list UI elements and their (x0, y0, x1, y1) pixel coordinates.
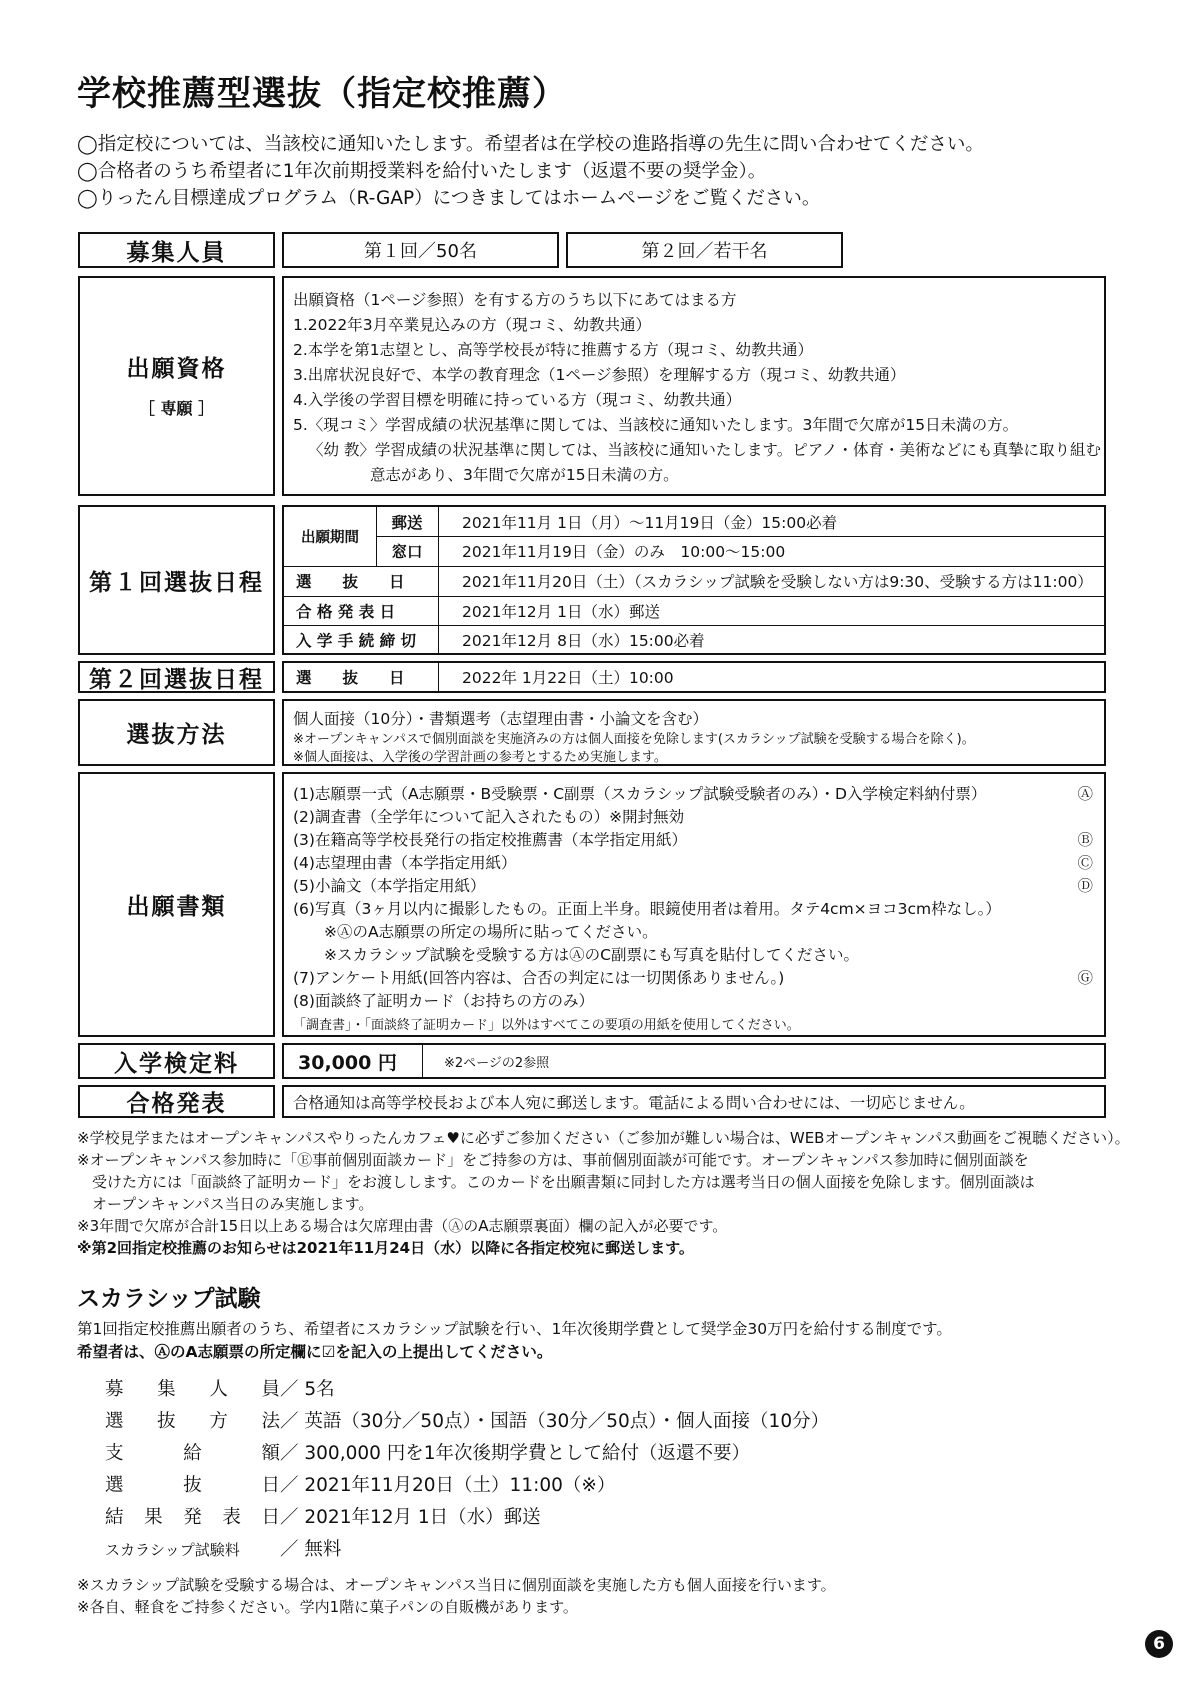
note-line: ※第2回指定校推薦のお知らせは2021年11月24日（水）以降に各指定校宛に郵送します。 (77, 1239, 694, 1257)
intro-line: ◯りったん目標達成プログラム（R-GAP）につきましてはホームページをご覧ください。 (77, 188, 821, 209)
recruit-round1: 第１回／50名 (282, 232, 559, 268)
scholarship-row: 募集人員／ 5名 (105, 1379, 335, 1400)
scholarship-note: ※各自、軽食をご持参ください。学内1階に菓子パンの自販機があります。 (77, 1598, 578, 1616)
method-content (282, 699, 1106, 766)
schedule2-label: 第２回選抜日程 (78, 661, 275, 693)
document-item: ※スカラシップ試験を受験する方はⒶのC副票にも写真を貼付してください。 (324, 946, 860, 964)
note-line: ※3年間で欠席が合計15日以上ある場合は欠席理由書（ⒶのA志願票裏面）欄の記入が必要です。 (77, 1217, 728, 1235)
note-line: ※オープンキャンパス参加時に「Ⓔ事前個別面談カード」をご持参の方は、事前個別面談が可能です。オープンキャンパス参加時に個別面談を (77, 1151, 1029, 1169)
eligibility-line: 出願資格（1ページ参照）を有する方のうち以下にあてはまる方 (293, 291, 737, 309)
exam-value: 2021年11月20日（土）（スカラシップ試験を受験しない方は9:30、受験する方は11:00） (462, 573, 1093, 591)
documents-footnote: 「調査書」・「面談終了証明カード」以外はすべてこの要項の用紙を使用してください。 (293, 1018, 800, 1033)
document-item: (1)志願票一式（A志願票・B受験票・C副票（スカラシップ試験受験者のみ）・D入学検定料納付票） Ⓐ (293, 782, 1093, 804)
document-item: (5)小論文（本学指定用紙） Ⓓ (293, 874, 1093, 896)
eligibility-content (282, 276, 1106, 496)
schedule2-table (282, 661, 1106, 693)
deadline-value: 2021年12月 8日（水）15:00必着 (462, 632, 705, 650)
window-label: 窓口 (391, 543, 423, 561)
scholarship-desc: 第1回指定校推薦出願者のうち、希望者にスカラシップ試験を行い、1年次後期学費として奨学金30万円を給付する制度です。 (77, 1320, 952, 1338)
eligibility-line: 4.入学後の学習目標を明確に持っている方（現コミ、幼教共通） (293, 391, 742, 409)
fee-content (282, 1043, 1106, 1079)
result-label: 合 格 発 表 日 (296, 602, 396, 621)
scholarship-fee-row: スカラシップ試験料 ／ 無料 (105, 1539, 342, 1560)
document-mark: Ⓓ (1077, 877, 1093, 895)
fee-value: 30,000 円 (298, 1051, 397, 1074)
announce-value: 合格通知は高等学校長および本人宛に郵送します。電話による問い合わせには、一切応じません。 (282, 1085, 1106, 1118)
documents-content (282, 772, 1106, 1037)
scholarship-heading: スカラシップ試験 (77, 1286, 261, 1312)
period-label: 出願期間 (301, 530, 359, 546)
scholarship-row: 支給額／ 300,000 円を1年次後期学費として給付（返還不要） (105, 1443, 751, 1464)
note-line: オープンキャンパス当日のみ実施します。 (77, 1195, 374, 1213)
eligibility-line: 2.本学を第1志望とし、高等学校長が特に推薦する方（現コミ、幼教共通） (293, 341, 814, 359)
exam-value: 2022年 1月22日（土）10:00 (462, 669, 674, 687)
fee-note: ※2ページの2参照 (444, 1055, 550, 1071)
document-mark: Ⓒ (1077, 854, 1093, 872)
method-line: 個人面接（10分）・書類選考（志望理由書・小論文を含む） (293, 710, 708, 728)
schedule1-label: 第１回選抜日程 (78, 505, 275, 655)
schedule1-table (282, 505, 1106, 655)
page-title: 学校推薦型選抜（指定校推薦） (77, 74, 567, 114)
intro-line: ◯合格者のうち希望者に1年次前期授業料を給付いたします（返還不要の奨学金）。 (77, 161, 767, 182)
document-item: (8)面談終了証明カード（お持ちの方のみ） (293, 992, 594, 1010)
method-note: ※個人面接は、入学後の学習計画の参考とするため実施します。 (293, 750, 667, 765)
mail-label: 郵送 (391, 513, 423, 532)
eligibility-label: 出願資格 (126, 356, 227, 382)
fee-label: 入学検定料 (78, 1043, 275, 1079)
intro-line: ◯指定校については、当該校に通知いたします。希望者は在学校の進路指導の先生に問い合わせてください。 (77, 134, 984, 155)
document-item: (2)調査書（全学年について記入されたもの）※開封無効 (293, 808, 685, 826)
window-value: 2021年11月19日（金）のみ 10:00～15:00 (462, 543, 786, 561)
scholarship-row: 選抜日／ 2021年11月20日（土）11:00（※） (105, 1475, 616, 1496)
document-mark: Ⓐ (1077, 785, 1093, 803)
document-item: (4)志望理由書（本学指定用紙） Ⓒ (293, 851, 1093, 873)
eligibility-line: 5.〈現コミ〉学習成績の状況基準に関しては、当該校に通知いたします。3年間で欠席が15日未満の方。 (293, 416, 1019, 434)
document-item: (3)在籍高等学校長発行の指定校推薦書（本学指定用紙） Ⓑ (293, 828, 1093, 850)
document-item: (6)写真（3ヶ月以内に撮影したもの。正面上半身。眼鏡使用者は着用。タテ4cm×ヨコ3cm枠なし。） (293, 900, 1001, 918)
eligibility-line: 1.2022年3月卒業見込みの方（現コミ、幼教共通） (293, 316, 651, 334)
note-line: 受けた方には「面談終了証明カード」をお渡しします。このカードを出願書類に同封した方は選考当日の個人面接を免除します。個別面談は (77, 1173, 1035, 1191)
recruit-label: 募集人員 (78, 232, 275, 268)
eligibility-sub: ［ 専願 ］ (138, 399, 215, 418)
document-item: ※ⒶのA志願票の所定の場所に貼ってください。 (324, 923, 658, 941)
scholarship-row: 結果発表日／ 2021年12月 1日（水）郵送 (105, 1507, 541, 1528)
exam-label: 選 抜 日 (296, 669, 405, 687)
eligibility-line: 意志があり、3年間で欠席が15日未満の方。 (370, 466, 679, 484)
scholarship-note: ※スカラシップ試験を受験する場合は、オープンキャンパス当日に個別面談を実施した方も個人面接を行います。 (77, 1576, 836, 1594)
document-item: (7)アンケート用紙(回答内容は、合否の判定には一切関係ありません。) Ⓖ (293, 966, 1093, 988)
deadline-label: 入 学 手 続 締 切 (296, 632, 416, 650)
scholarship-desc: 希望者は、ⒶのA志願票の所定欄に☑を記入の上提出してください。 (77, 1343, 553, 1361)
eligibility-label-box (78, 276, 275, 496)
scholarship-row: 選抜方法／ 英語（30分／50点）・国語（30分／50点）・個人面接（10分） (105, 1411, 830, 1432)
eligibility-line: 〈幼 教〉学習成績の状況基準に関しては、当該校に通知いたします。ピアノ・体育・美術などにも真摯に取り組む (308, 441, 1101, 459)
documents-label: 出願書類 (78, 772, 275, 1037)
result-value: 2021年12月 1日（水）郵送 (462, 602, 660, 621)
announce-label: 合格発表 (78, 1085, 275, 1118)
document-mark: Ⓑ (1077, 831, 1093, 849)
exam-label: 選 抜 日 (296, 573, 405, 591)
eligibility-line: 3.出席状況良好で、本学の教育理念（1ページ参照）を理解する方（現コミ、幼教共通） (293, 366, 906, 384)
mail-value: 2021年11月 1日（月）～11月19日（金）15:00必着 (462, 513, 838, 532)
recruit-round2: 第２回／若干名 (566, 232, 843, 268)
note-line: ※学校見学またはオープンキャンパスやりったんカフェ♥に必ずご参加ください（ご参加が難しい場合は、WEBオープンキャンパス動画をご視聴ください）。 (77, 1129, 1130, 1147)
method-note: ※オープンキャンパスで個別面談を実施済みの方は個人面接を免除します(スカラシップ試験を受験する場合を除く)。 (293, 732, 975, 747)
method-label: 選抜方法 (78, 699, 275, 766)
document-mark: Ⓖ (1077, 969, 1093, 987)
page-number: 6 (1145, 1630, 1173, 1658)
